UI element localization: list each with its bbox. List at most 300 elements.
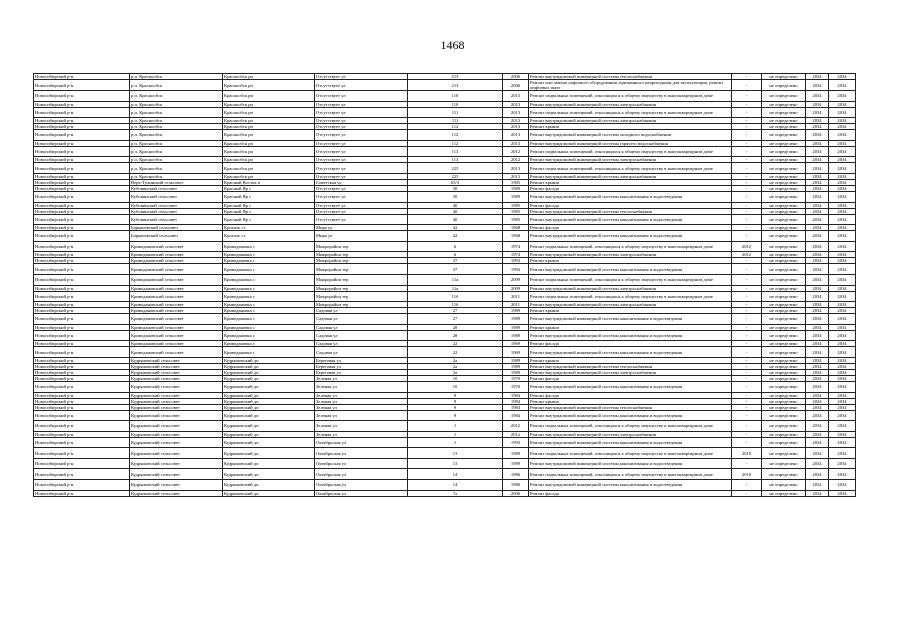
plan-year-start-cell: 2034 bbox=[806, 363, 829, 369]
municipality-cell: Кудряшовский сельсовет bbox=[130, 404, 223, 410]
house-number-cell: 225 bbox=[408, 163, 503, 174]
work-type-cell: Ремонт внутридомовой инженерной системы теплоснабжения bbox=[529, 208, 732, 214]
municipality-cell: Криводановский сельсовет bbox=[130, 308, 223, 314]
district-cell: Новосибирский р-н bbox=[34, 202, 130, 208]
status-cell: не определено bbox=[762, 324, 806, 330]
street-cell: Садовая ул bbox=[315, 308, 408, 314]
work-type-cell: Ремонт подвальных помещений, относящихся к общему имуществу в многоквартирном доме bbox=[529, 469, 732, 480]
house-number-cell: 40 bbox=[408, 214, 503, 225]
house-number-cell: 2а bbox=[408, 369, 503, 375]
work-type-cell: Ремонт подвальных помещений, относящихся к общему имуществу в многоквартирном доме bbox=[529, 107, 732, 118]
plan-year-start-cell: 2034 bbox=[806, 398, 829, 404]
street-cell: Отсутствует ул bbox=[315, 173, 408, 179]
district-cell: Новосибирский р-н bbox=[34, 469, 130, 480]
settlement-cell: Краснообск рп bbox=[223, 74, 315, 80]
district-cell: Новосибирский р-н bbox=[34, 208, 130, 214]
plan-year-end-cell: 2034 bbox=[829, 74, 856, 80]
municipality-cell: р.п. Краснообск bbox=[130, 130, 223, 141]
build-year-cell: 1974 bbox=[503, 241, 529, 252]
district-cell: Новосибирский р-н bbox=[34, 347, 130, 358]
settlement-cell: Красный Яр с bbox=[223, 202, 315, 208]
status-cell: не определено bbox=[762, 80, 806, 91]
status-cell: не определено bbox=[762, 347, 806, 358]
plan-year-start-cell: 2034 bbox=[806, 107, 829, 118]
table-row bbox=[34, 458, 856, 469]
plan-year-end-cell: 2034 bbox=[829, 469, 856, 480]
municipality-cell: Криводановский сельсовет bbox=[130, 330, 223, 341]
plan-year-start-cell: 2034 bbox=[806, 291, 829, 302]
district-cell: Новосибирский р-н bbox=[34, 74, 130, 80]
settlement-cell: Красный Яр с bbox=[223, 214, 315, 225]
plan-year-end-cell: 2034 bbox=[829, 381, 856, 392]
build-year-cell: 1985 bbox=[503, 179, 529, 185]
build-year-cell: 1968 bbox=[503, 231, 529, 242]
page-number: 1468 bbox=[440, 38, 465, 52]
settlement-cell: Кудряшовский дп bbox=[223, 404, 315, 410]
table-row bbox=[34, 410, 856, 421]
plan-year-start-cell: 2034 bbox=[806, 252, 829, 258]
work-type-cell: Ремонт внутридомовой инженерной системы канализования и водоотведения bbox=[529, 410, 732, 421]
table-row bbox=[34, 107, 856, 118]
status-cell: не определено bbox=[762, 404, 806, 410]
build-year-cell: 1984 bbox=[503, 392, 529, 398]
municipality-cell: Кудряшовский сельсовет bbox=[130, 490, 223, 496]
plan-year-start-cell: 2034 bbox=[806, 185, 829, 191]
municipality-cell: Криводановский сельсовет bbox=[130, 314, 223, 325]
plan-year-start-cell: 2034 bbox=[806, 225, 829, 231]
settlement-cell: Кудряшовский дп bbox=[223, 458, 315, 469]
build-year-cell: 1989 bbox=[503, 330, 529, 341]
settlement-cell: Красный Яр с bbox=[223, 185, 315, 191]
build-year-cell: 2013 bbox=[503, 173, 529, 179]
plan-year-end-cell: 2034 bbox=[829, 490, 856, 496]
status-cell: не определено bbox=[762, 375, 806, 381]
district-cell: Новосибирский р-н bbox=[34, 107, 130, 118]
house-number-cell: 9 bbox=[408, 398, 503, 404]
street-cell: Микрорайон тер bbox=[315, 285, 408, 291]
work-type-cell: Ремонт внутридомовой инженерной системы канализования и водоотведения bbox=[529, 231, 732, 242]
status-cell: не определено bbox=[762, 214, 806, 225]
district-cell: Новосибирский р-н bbox=[34, 480, 130, 491]
table-row bbox=[34, 241, 856, 252]
house-number-cell: 22 bbox=[408, 347, 503, 358]
work-type-cell: Ремонт внутридомовой инженерной системы канализования и водоотведения bbox=[529, 264, 732, 275]
street-cell: Октябрьская ул bbox=[315, 490, 408, 496]
plan-year-end-cell: 2034 bbox=[829, 140, 856, 146]
house-number-cell: 22 bbox=[408, 341, 503, 347]
plan-year-start-cell: 2034 bbox=[806, 264, 829, 275]
plan-year-end-cell: 2034 bbox=[829, 363, 856, 369]
table-row bbox=[34, 381, 856, 392]
build-year-cell: 1989 bbox=[503, 191, 529, 202]
work-type-cell: Ремонт внутридомовой инженерной системы канализования и водоотведения bbox=[529, 214, 732, 225]
table-row bbox=[34, 469, 856, 480]
settlement-cell: Краснообск рп bbox=[223, 101, 315, 107]
last-repair-year-cell: - bbox=[732, 363, 762, 369]
table-row bbox=[34, 91, 856, 102]
street-cell: Отсутствует ул bbox=[315, 146, 408, 157]
build-year-cell: 1968 bbox=[503, 225, 529, 231]
plan-year-end-cell: 2034 bbox=[829, 191, 856, 202]
build-year-cell: 1989 bbox=[503, 185, 529, 191]
street-cell: Октябрьская ул bbox=[315, 448, 408, 459]
municipality-cell: р.п. Краснообск bbox=[130, 107, 223, 118]
district-cell: Новосибирский р-н bbox=[34, 231, 130, 242]
plan-year-end-cell: 2034 bbox=[829, 91, 856, 102]
table-row bbox=[34, 191, 856, 202]
status-cell: не определено bbox=[762, 258, 806, 264]
district-cell: Новосибирский р-н bbox=[34, 375, 130, 381]
status-cell: не определено bbox=[762, 291, 806, 302]
settlement-cell: Криводановка с bbox=[223, 314, 315, 325]
plan-year-start-cell: 2034 bbox=[806, 202, 829, 208]
plan-year-end-cell: 2034 bbox=[829, 231, 856, 242]
plan-year-end-cell: 2034 bbox=[829, 357, 856, 363]
street-cell: Отсутствует ул bbox=[315, 101, 408, 107]
plan-year-end-cell: 2034 bbox=[829, 291, 856, 302]
table-row bbox=[34, 314, 856, 325]
last-repair-year-cell: - bbox=[732, 398, 762, 404]
last-repair-year-cell: - bbox=[732, 480, 762, 491]
street-cell: Отсутствует ул bbox=[315, 118, 408, 124]
street-cell: Отсутствует ул bbox=[315, 140, 408, 146]
plan-year-end-cell: 2034 bbox=[829, 179, 856, 185]
plan-year-start-cell: 2034 bbox=[806, 118, 829, 124]
plan-year-end-cell: 2034 bbox=[829, 264, 856, 275]
house-number-cell: 1 bbox=[408, 431, 503, 437]
last-repair-year-cell: - bbox=[732, 185, 762, 191]
street-cell: Отсутствует ул bbox=[315, 80, 408, 91]
plan-year-end-cell: 2034 bbox=[829, 208, 856, 214]
street-cell: Садовая ул bbox=[315, 324, 408, 330]
settlement-cell: Криводановка с bbox=[223, 241, 315, 252]
municipality-cell: р.п. Краснообск bbox=[130, 118, 223, 124]
plan-year-start-cell: 2034 bbox=[806, 469, 829, 480]
last-repair-year-cell: - bbox=[732, 157, 762, 163]
house-number-cell: 10 bbox=[408, 375, 503, 381]
settlement-cell: Краснообск рп bbox=[223, 130, 315, 141]
municipality-cell: Кудряшовский сельсовет bbox=[130, 381, 223, 392]
plan-year-end-cell: 2034 bbox=[829, 274, 856, 285]
district-cell: Новосибирский р-н bbox=[34, 363, 130, 369]
plan-year-end-cell: 2034 bbox=[829, 330, 856, 341]
status-cell: не определено bbox=[762, 437, 806, 448]
house-number-cell: 10 bbox=[408, 381, 503, 392]
municipality-cell: Криводановский сельсовет bbox=[130, 258, 223, 264]
last-repair-year-cell: - bbox=[732, 202, 762, 208]
plan-year-end-cell: 2034 bbox=[829, 398, 856, 404]
street-cell: Береговая ул bbox=[315, 363, 408, 369]
settlement-cell: Кудряшовский дп bbox=[223, 375, 315, 381]
plan-year-end-cell: 2034 bbox=[829, 369, 856, 375]
work-type-cell: Ремонт внутридомовой инженерной системы канализования и водоотведения bbox=[529, 458, 732, 469]
table-row bbox=[34, 80, 856, 91]
status-cell: не определено bbox=[762, 252, 806, 258]
plan-year-end-cell: 2034 bbox=[829, 118, 856, 124]
street-cell: Микрорайон тер bbox=[315, 302, 408, 308]
status-cell: не определено bbox=[762, 314, 806, 325]
district-cell: Новосибирский р-н bbox=[34, 225, 130, 231]
street-cell: Отсутствует ул bbox=[315, 208, 408, 214]
work-type-cell: Ремонт подвальных помещений, относящихся к общему имуществу в многоквартирном доме bbox=[529, 448, 732, 459]
district-cell: Новосибирский р-н bbox=[34, 421, 130, 432]
last-repair-year-cell: - bbox=[732, 91, 762, 102]
last-repair-year-cell: - bbox=[732, 107, 762, 118]
house-number-cell: 14 bbox=[408, 480, 503, 491]
district-cell: Новосибирский р-н bbox=[34, 80, 130, 91]
street-cell: Отсутствует ул bbox=[315, 185, 408, 191]
build-year-cell: 2013 bbox=[503, 124, 529, 130]
last-repair-year-cell: - bbox=[732, 357, 762, 363]
build-year-cell: 2006 bbox=[503, 490, 529, 496]
district-cell: Новосибирский р-н bbox=[34, 91, 130, 102]
status-cell: не определено bbox=[762, 163, 806, 174]
last-repair-year-cell: 2010 bbox=[732, 469, 762, 480]
work-type-cell: Ремонт фасада bbox=[529, 185, 732, 191]
municipality-cell: Барышевский сельсовет bbox=[130, 225, 223, 231]
municipality-cell: Кудряшовский сельсовет bbox=[130, 363, 223, 369]
plan-year-end-cell: 2034 bbox=[829, 202, 856, 208]
build-year-cell: 2012 bbox=[503, 146, 529, 157]
plan-year-start-cell: 2034 bbox=[806, 140, 829, 146]
work-type-cell: Ремонт крыши bbox=[529, 258, 732, 264]
plan-year-start-cell: 2034 bbox=[806, 241, 829, 252]
last-repair-year-cell: 2012 bbox=[732, 241, 762, 252]
street-cell: Отсутствует ул bbox=[315, 130, 408, 141]
municipality-cell: Кудряшовский сельсовет bbox=[130, 369, 223, 375]
status-cell: не определено bbox=[762, 124, 806, 130]
plan-year-start-cell: 2034 bbox=[806, 179, 829, 185]
settlement-cell: Краснообск рп bbox=[223, 173, 315, 179]
street-cell: Микрорайон тер bbox=[315, 258, 408, 264]
status-cell: не определено bbox=[762, 363, 806, 369]
settlement-cell: Кудряшовский дп bbox=[223, 480, 315, 491]
plan-year-end-cell: 2034 bbox=[829, 101, 856, 107]
plan-year-start-cell: 2034 bbox=[806, 421, 829, 432]
last-repair-year-cell: - bbox=[732, 308, 762, 314]
district-cell: Новосибирский р-н bbox=[34, 410, 130, 421]
house-number-cell: 110 bbox=[408, 101, 503, 107]
table-row bbox=[34, 274, 856, 285]
plan-year-start-cell: 2034 bbox=[806, 163, 829, 174]
plan-year-end-cell: 2034 bbox=[829, 410, 856, 421]
district-cell: Новосибирский р-н bbox=[34, 146, 130, 157]
settlement-cell: Краснообск рп bbox=[223, 140, 315, 146]
plan-year-start-cell: 2034 bbox=[806, 124, 829, 130]
build-year-cell: 1989 bbox=[503, 363, 529, 369]
build-year-cell: 2013 bbox=[503, 140, 529, 146]
plan-year-end-cell: 2034 bbox=[829, 341, 856, 347]
house-number-cell: 27 bbox=[408, 308, 503, 314]
house-number-cell: 13 bbox=[408, 458, 503, 469]
status-cell: не определено bbox=[762, 369, 806, 375]
status-cell: не определено bbox=[762, 91, 806, 102]
district-cell: Новосибирский р-н bbox=[34, 330, 130, 341]
work-type-cell: Ремонт внутридомовой инженерной системы электроснабжения bbox=[529, 157, 732, 163]
street-cell: Отсутствует ул bbox=[315, 124, 408, 130]
build-year-cell: 2012 bbox=[503, 421, 529, 432]
settlement-cell: Криводановка с bbox=[223, 264, 315, 275]
settlement-cell: Кудряшовский дп bbox=[223, 431, 315, 437]
municipality-cell: Криводановский сельсовет bbox=[130, 252, 223, 258]
last-repair-year-cell: - bbox=[732, 341, 762, 347]
plan-year-start-cell: 2034 bbox=[806, 231, 829, 242]
build-year-cell: 2006 bbox=[503, 74, 529, 80]
last-repair-year-cell: - bbox=[732, 214, 762, 225]
work-type-cell: Ремонт внутридомовой инженерной системы электроснабжения bbox=[529, 369, 732, 375]
status-cell: не определено bbox=[762, 140, 806, 146]
build-year-cell: 2013 bbox=[503, 107, 529, 118]
status-cell: не определено bbox=[762, 225, 806, 231]
table-row bbox=[34, 490, 856, 496]
settlement-cell: Краснообск рп bbox=[223, 107, 315, 118]
house-number-cell: 27 bbox=[408, 314, 503, 325]
district-cell: Новосибирский р-н bbox=[34, 490, 130, 496]
last-repair-year-cell: - bbox=[732, 458, 762, 469]
work-type-cell: Ремонт внутридомовой инженерной системы электроснабжения bbox=[529, 285, 732, 291]
last-repair-year-cell: - bbox=[732, 101, 762, 107]
street-cell: Октябрьская ул bbox=[315, 469, 408, 480]
municipality-cell: Верх-Тулинский сельсовет bbox=[130, 179, 223, 185]
plan-year-start-cell: 2034 bbox=[806, 80, 829, 91]
plan-year-start-cell: 2034 bbox=[806, 302, 829, 308]
plan-year-start-cell: 2034 bbox=[806, 381, 829, 392]
house-number-cell: 112 bbox=[408, 140, 503, 146]
plan-year-start-cell: 2034 bbox=[806, 480, 829, 491]
build-year-cell: 2012 bbox=[503, 157, 529, 163]
status-cell: не определено bbox=[762, 480, 806, 491]
municipality-cell: р.п. Краснообск bbox=[130, 124, 223, 130]
capital-repair-table bbox=[33, 73, 856, 497]
street-cell: Отсутствует ул bbox=[315, 214, 408, 225]
municipality-cell: Кубовинский сельсовет bbox=[130, 191, 223, 202]
last-repair-year-cell: - bbox=[732, 347, 762, 358]
settlement-cell: Криводановка с bbox=[223, 308, 315, 314]
work-type-cell: Ремонт крыши bbox=[529, 179, 732, 185]
last-repair-year-cell: - bbox=[732, 490, 762, 496]
settlement-cell: Кудряшовский дп bbox=[223, 392, 315, 398]
house-number-cell: 1 bbox=[408, 437, 503, 448]
table-row bbox=[34, 163, 856, 174]
plan-year-start-cell: 2034 bbox=[806, 74, 829, 80]
street-cell: Береговая ул bbox=[315, 357, 408, 363]
status-cell: не определено bbox=[762, 357, 806, 363]
plan-year-end-cell: 2034 bbox=[829, 324, 856, 330]
status-cell: не определено bbox=[762, 241, 806, 252]
plan-year-start-cell: 2034 bbox=[806, 91, 829, 102]
municipality-cell: Криводановский сельсовет bbox=[130, 241, 223, 252]
last-repair-year-cell: - bbox=[732, 314, 762, 325]
street-cell: Зеленая ул bbox=[315, 381, 408, 392]
district-cell: Новосибирский р-н bbox=[34, 140, 130, 146]
house-number-cell: 1 bbox=[408, 421, 503, 432]
district-cell: Новосибирский р-н bbox=[34, 258, 130, 264]
plan-year-start-cell: 2034 bbox=[806, 191, 829, 202]
table-row bbox=[34, 291, 856, 302]
build-year-cell: 1989 bbox=[503, 448, 529, 459]
house-number-cell: 42 bbox=[408, 225, 503, 231]
last-repair-year-cell: - bbox=[732, 146, 762, 157]
last-repair-year-cell: - bbox=[732, 421, 762, 432]
status-cell: не определено bbox=[762, 458, 806, 469]
work-type-cell: Ремонт подвальных помещений, относящихся к общему имуществу в многоквартирном доме bbox=[529, 421, 732, 432]
work-type-cell: Ремонт крыши bbox=[529, 398, 732, 404]
plan-year-end-cell: 2034 bbox=[829, 157, 856, 163]
street-cell: Отсутствует ул bbox=[315, 91, 408, 102]
district-cell: Новосибирский р-н bbox=[34, 324, 130, 330]
work-type-cell: Ремонт внутридомовой инженерной системы канализования и водоотведения bbox=[529, 381, 732, 392]
street-cell: Зеленая ул bbox=[315, 404, 408, 410]
last-repair-year-cell: - bbox=[732, 225, 762, 231]
plan-year-end-cell: 2034 bbox=[829, 107, 856, 118]
last-repair-year-cell: - bbox=[732, 369, 762, 375]
settlement-cell: Кудряшовский дп bbox=[223, 469, 315, 480]
district-cell: Новосибирский р-н bbox=[34, 398, 130, 404]
status-cell: не определено bbox=[762, 146, 806, 157]
plan-year-start-cell: 2034 bbox=[806, 341, 829, 347]
plan-year-end-cell: 2034 bbox=[829, 241, 856, 252]
last-repair-year-cell: - bbox=[732, 258, 762, 264]
district-cell: Новосибирский р-н bbox=[34, 392, 130, 398]
work-type-cell: Ремонт внутридомовой инженерной системы горячего водоснабжения bbox=[529, 140, 732, 146]
district-cell: Новосибирский р-н bbox=[34, 308, 130, 314]
plan-year-start-cell: 2034 bbox=[806, 330, 829, 341]
table-row bbox=[34, 347, 856, 358]
district-cell: Новосибирский р-н bbox=[34, 191, 130, 202]
house-number-cell: 28 bbox=[408, 324, 503, 330]
settlement-cell: Криводановка с bbox=[223, 302, 315, 308]
street-cell: Зеленая ул bbox=[315, 421, 408, 432]
settlement-cell: Красный Яр с bbox=[223, 208, 315, 214]
work-type-cell: Ремонт внутридомовой инженерной системы электроснабжения bbox=[529, 252, 732, 258]
municipality-cell: р.п. Краснообск bbox=[130, 146, 223, 157]
work-type-cell: Ремонт фасада bbox=[529, 341, 732, 347]
house-number-cell: 13 bbox=[408, 448, 503, 459]
settlement-cell: Криводановка с bbox=[223, 285, 315, 291]
settlement-cell: Кудряшовский дп bbox=[223, 369, 315, 375]
work-type-cell: Ремонт внутридомовой инженерной системы канализования и водоотведения bbox=[529, 314, 732, 325]
status-cell: не определено bbox=[762, 410, 806, 421]
plan-year-start-cell: 2034 bbox=[806, 208, 829, 214]
street-cell: Зеленая ул bbox=[315, 392, 408, 398]
house-number-cell: 2а bbox=[408, 357, 503, 363]
last-repair-year-cell: - bbox=[732, 118, 762, 124]
house-number-cell: 111 bbox=[408, 118, 503, 124]
settlement-cell: Краснообск рп bbox=[223, 157, 315, 163]
house-number-cell: 11а bbox=[408, 285, 503, 291]
status-cell: не определено bbox=[762, 101, 806, 107]
plan-year-start-cell: 2034 bbox=[806, 375, 829, 381]
plan-year-end-cell: 2034 bbox=[829, 185, 856, 191]
house-number-cell: 37 bbox=[408, 264, 503, 275]
build-year-cell: 2013 bbox=[503, 91, 529, 102]
work-type-cell: Ремонт фасада bbox=[529, 490, 732, 496]
settlement-cell: Криводановка с bbox=[223, 274, 315, 285]
house-number-cell: 28 bbox=[408, 330, 503, 341]
last-repair-year-cell: - bbox=[732, 291, 762, 302]
last-repair-year-cell: - bbox=[732, 163, 762, 174]
build-year-cell: 1974 bbox=[503, 252, 529, 258]
plan-year-end-cell: 2034 bbox=[829, 163, 856, 174]
table-row bbox=[34, 264, 856, 275]
table-row bbox=[34, 146, 856, 157]
work-type-cell: Ремонт крыши bbox=[529, 308, 732, 314]
status-cell: не определено bbox=[762, 469, 806, 480]
house-number-cell: 112 bbox=[408, 130, 503, 141]
last-repair-year-cell: 2012 bbox=[732, 252, 762, 258]
last-repair-year-cell: - bbox=[732, 330, 762, 341]
district-cell: Новосибирский р-н bbox=[34, 130, 130, 141]
